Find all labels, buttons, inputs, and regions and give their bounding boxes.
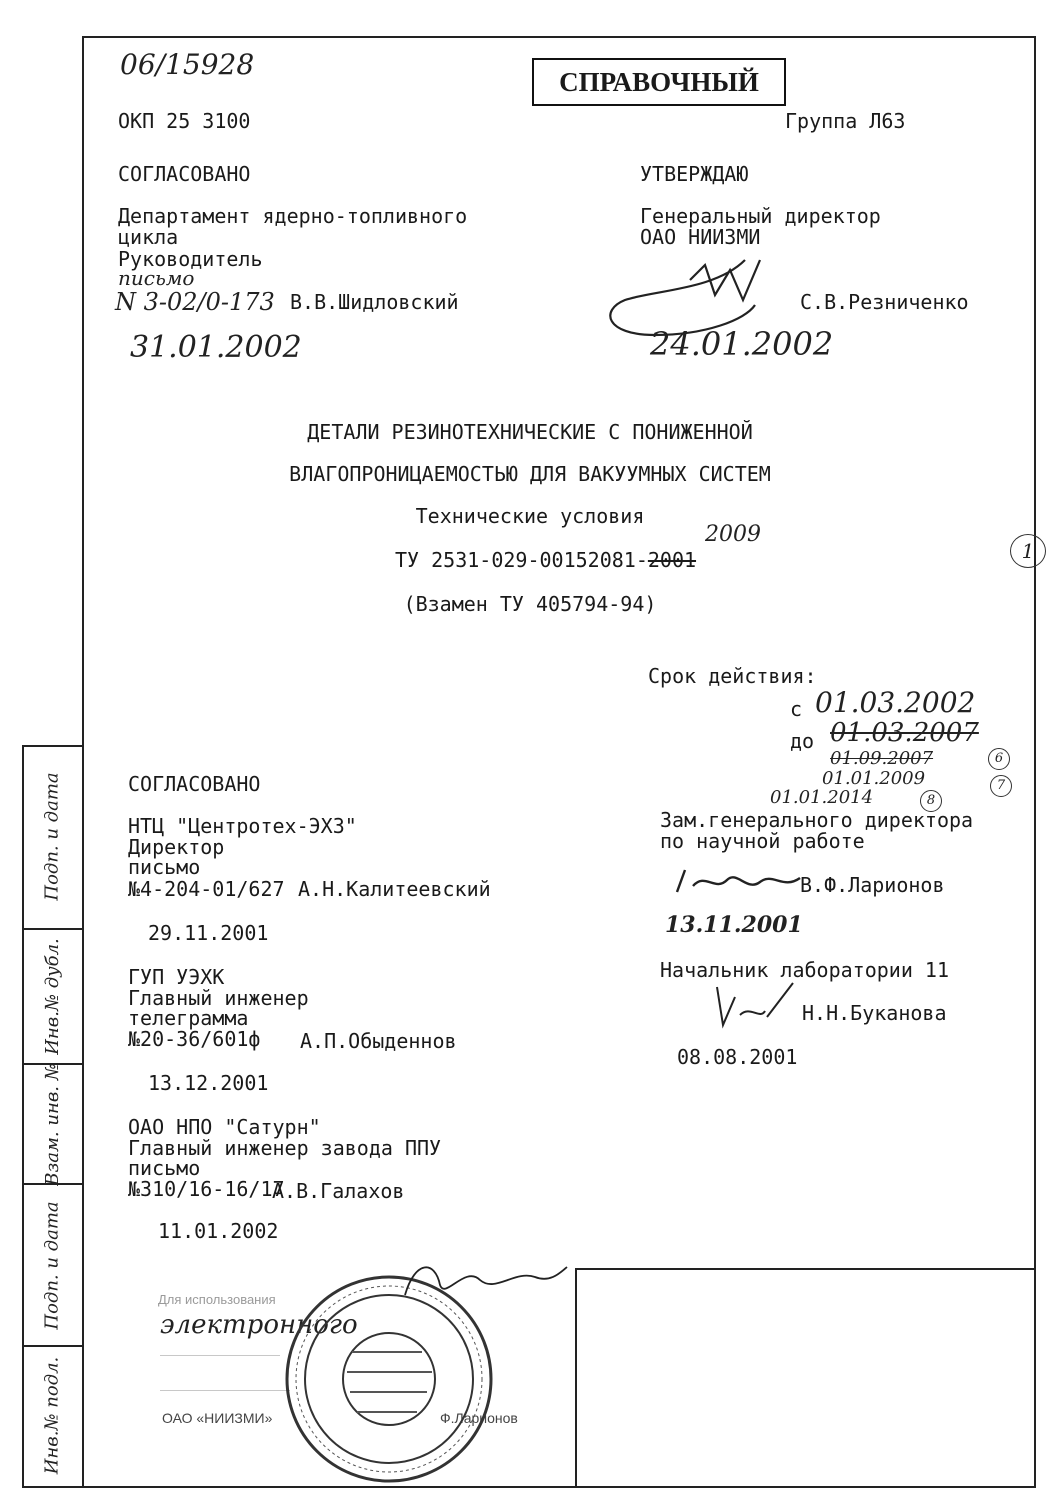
side-label-dup-inv: Инв.№ дубл. [41,938,63,1055]
group-code: Группа Л63 [785,109,906,133]
right-approval-name: С.В.Резниченко [800,290,969,314]
usage-note-line3-faint [160,1390,290,1391]
org1-doc-no: №4-204-01/627 [128,877,285,901]
doc-title-line2: ВЛАГОПРОНИЦАЕМОСТЬЮ ДЛЯ ВАКУУМНЫХ СИСТЕМ [289,462,771,486]
org1-date: 29.11.2001 [148,921,269,945]
usage-note-line4: ОАО «НИИЗМИ» [162,1410,273,1426]
doc-subtitle: Технические условия [415,504,645,528]
lab-head-signature [705,975,800,1035]
left-letter-handwritten: письмо [118,266,195,290]
side-label-sign-date-1: Подп. и дата [41,772,63,901]
okp-code: ОКП 25 3100 [118,109,251,133]
deputy-date: 13.11.2001 [665,912,803,938]
validity-from-prefix: с [790,697,803,721]
handwritten-doc-number: 06/15928 [120,48,255,81]
right-approval-line1: Генеральный директор [640,204,881,228]
bottom-right-box [575,1268,1036,1488]
left-approval-heading: СОГЛАСОВАНО [118,162,251,186]
org1-person: А.Н.Калитеевский [298,877,491,901]
org3-name: ОАО НПО "Сатурн" [128,1115,321,1139]
side-label-orig-inv: Инв.№ подл. [41,1356,63,1475]
left-approval-date: 31.01.2002 [130,330,302,365]
validity-to-date-2-mark: 6 [988,748,1010,770]
right-approval-line2: ОАО НИИЗМИ [640,225,761,249]
side-label-sign-date-2: Подп. и дата [41,1200,63,1330]
left-approval-name: В.В.Шидловский [290,290,459,314]
tu-year-struck: 2001 [647,548,697,572]
validity-to-prefix: до [790,729,815,753]
validity-to-date-4-mark: 8 [920,790,942,812]
left-approval-line1: Департамент ядерно-топливного [118,204,468,228]
usage-note-line2-faint [160,1355,280,1356]
org3-doc-type: письмо [128,1156,201,1180]
lab-head-date: 08.08.2001 [677,1045,798,1069]
org3-person: А.В.Галахов [272,1179,405,1203]
org3-role: Главный инженер завода ППУ [128,1136,442,1160]
replaces-note: (Взамен ТУ 405794-94) [403,592,657,616]
org2-doc-no: №20-36/601ф [128,1027,261,1051]
side-label-repl-inv: Взам. инв. № [41,1062,63,1186]
right-approval-date: 24.01.2002 [650,325,834,363]
usage-note-line1: Для использования [158,1292,276,1307]
org2-date: 13.12.2001 [148,1071,269,1095]
org2-name: ГУП УЭХК [128,965,225,989]
org3-doc-no: №310/16-16/17 [128,1177,285,1201]
lab-head-title: Начальник лаборатории 11 [660,958,949,982]
org2-role: Главный инженер [128,986,309,1010]
validity-to-date-1: 01.03.2007 [830,718,979,748]
org2-person: А.П.Обыденнов [300,1029,457,1053]
doc-title-line1: ДЕТАЛИ РЕЗИНОТЕХНИЧЕСКИЕ С ПОНИЖЕННОЙ [307,420,753,444]
org1-name: НТЦ "Центротех-ЭХЗ" [128,814,357,838]
validity-to-date-3-mark: 7 [990,775,1012,797]
tu-number [395,549,696,571]
usage-note-handwritten: электронного [160,1310,358,1340]
validity-label: Срок действия: [648,664,817,688]
validity-to-date-4: 01.01.2014 [770,787,874,808]
org2-doc-type: телеграмма [128,1006,249,1030]
reference-stamp: СПРАВОЧНЫЙ [532,58,786,106]
org1-doc-type: письмо [128,855,201,879]
lab-head-name: Н.Н.Буканова [802,1001,947,1025]
agreements-heading: СОГЛАСОВАНО [128,772,261,796]
left-approval-line2: цикла [118,225,179,249]
deputy-signature [665,862,815,902]
change-mark: 1 [1010,534,1046,568]
validity-to-date-3: 01.01.2009 [822,768,926,789]
right-approval-heading: УТВЕРЖДАЮ [640,162,749,186]
left-letter-number-handwritten: N 3-02/0-173 [115,288,275,316]
validity-to-date-2: 01.09.2007 [830,748,934,769]
deputy-name: В.Ф.Ларионов [800,873,945,897]
tu-year-handwritten: 2009 [705,522,761,547]
validity-from-date: 01.03.2002 [815,686,976,719]
seal-signature [395,1255,570,1305]
deputy-line2: по научной работе [660,829,865,853]
left-approval-line3: Руководитель [118,247,263,271]
deputy-line1: Зам.генерального директора [660,808,974,832]
usage-note-sign-suffix: Ф.Ларионов [440,1410,518,1426]
tu-prefix: ТУ 2531-029-00152081- [395,548,648,572]
org3-date: 11.01.2002 [158,1219,279,1243]
org1-role: Директор [128,835,225,859]
